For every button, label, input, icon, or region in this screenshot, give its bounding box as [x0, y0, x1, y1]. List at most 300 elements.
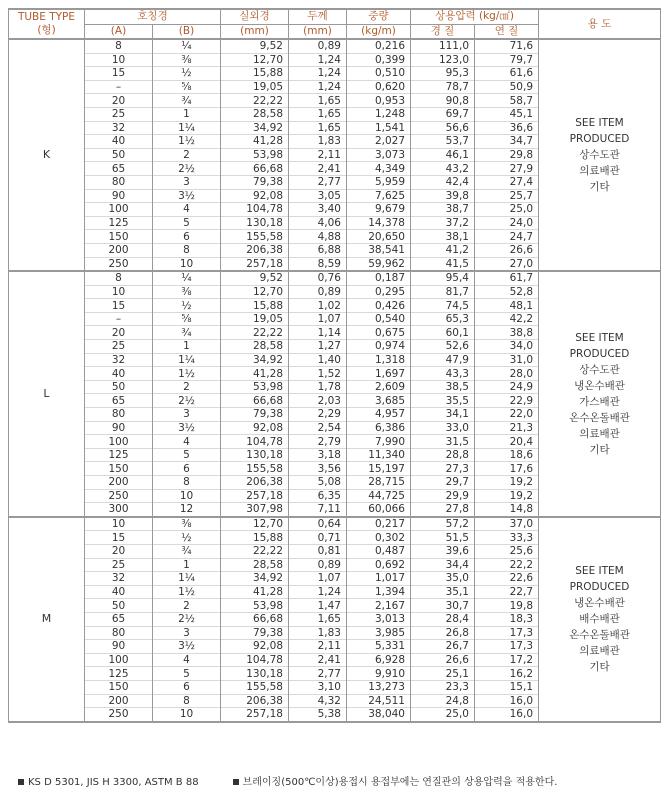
cell-weight: 13,273	[347, 680, 411, 694]
cell-size-a: 25	[85, 558, 153, 572]
cell-pressure-soft: 19,8	[475, 599, 539, 613]
cell-size-b: ⅜	[153, 53, 221, 67]
cell-weight: 11,340	[347, 448, 411, 462]
cell-size-a: 150	[85, 230, 153, 244]
cell-size-a: 15	[85, 67, 153, 81]
usage-line: 냉온수배관	[574, 597, 625, 610]
cell-weight: 1,541	[347, 121, 411, 135]
header-pressure: 상용압력 (kg/㎠)	[411, 9, 539, 24]
cell-size-b: ¾	[153, 326, 221, 340]
cell-size-b: ⅜	[153, 517, 221, 531]
header-tube-type: TUBE TYPE (형)	[9, 9, 85, 39]
cell-pressure-soft: 15,1	[475, 680, 539, 694]
cell-thickness: 1,24	[289, 585, 347, 599]
cell-outer-dia: 22,22	[221, 326, 289, 340]
cell-thickness: 0,89	[289, 558, 347, 572]
usage-line: 온수온돌배관	[569, 629, 630, 642]
cell-pressure-soft: 19,2	[475, 489, 539, 503]
cell-thickness: 6,35	[289, 489, 347, 503]
cell-pressure-hard: 28,4	[411, 612, 475, 626]
cell-pressure-soft: 17,3	[475, 640, 539, 654]
cell-pressure-soft: 22,0	[475, 408, 539, 422]
cell-size-b: ½	[153, 67, 221, 81]
cell-size-b: 1	[153, 558, 221, 572]
cell-outer-dia: 22,22	[221, 94, 289, 108]
header-thickness: 두께	[289, 9, 347, 24]
cell-thickness: 2,41	[289, 162, 347, 176]
cell-size-b: ⅜	[153, 285, 221, 299]
cell-size-a: 32	[85, 353, 153, 367]
cell-weight: 3,685	[347, 394, 411, 408]
cell-outer-dia: 206,38	[221, 694, 289, 708]
cell-thickness: 1,14	[289, 326, 347, 340]
footer-note: 브레이징(500℃이상)용접시 용접부에는 연질관의 상용압력을 적용한다.	[242, 777, 558, 788]
cell-outer-dia: 79,38	[221, 408, 289, 422]
cell-pressure-soft: 20,4	[475, 435, 539, 449]
cell-weight: 9,910	[347, 667, 411, 681]
bullet-icon	[18, 779, 24, 785]
cell-size-a: 20	[85, 326, 153, 340]
cell-thickness: 0,81	[289, 544, 347, 558]
cell-pressure-hard: 90,8	[411, 94, 475, 108]
cell-size-b: 8	[153, 476, 221, 490]
cell-size-b: 3½	[153, 640, 221, 654]
cell-thickness: 2,77	[289, 667, 347, 681]
cell-pressure-soft: 14,8	[475, 503, 539, 517]
cell-pressure-hard: 53,7	[411, 135, 475, 149]
cell-pressure-hard: 78,7	[411, 80, 475, 94]
usage-line: SEE ITEM	[575, 117, 624, 130]
footer-notes	[18, 773, 557, 788]
cell-thickness: 0,76	[289, 271, 347, 285]
cell-size-b: 5	[153, 667, 221, 681]
cell-pressure-soft: 25,0	[475, 203, 539, 217]
cell-pressure-hard: 27,8	[411, 503, 475, 517]
usage-line: 기타	[589, 661, 610, 674]
cell-outer-dia: 66,68	[221, 394, 289, 408]
cell-thickness: 2,41	[289, 653, 347, 667]
cell-weight: 4,349	[347, 162, 411, 176]
cell-pressure-hard: 34,1	[411, 408, 475, 422]
cell-weight: 0,217	[347, 517, 411, 531]
cell-outer-dia: 206,38	[221, 243, 289, 257]
cell-thickness: 1,83	[289, 135, 347, 149]
cell-weight: 0,187	[347, 271, 411, 285]
cell-pressure-hard: 35,5	[411, 394, 475, 408]
usage-line: PRODUCED	[569, 347, 630, 360]
cell-weight: 20,650	[347, 230, 411, 244]
cell-size-b: 2½	[153, 612, 221, 626]
cell-thickness: 1,02	[289, 299, 347, 313]
cell-weight: 0,510	[347, 67, 411, 81]
cell-pressure-soft: 38,8	[475, 326, 539, 340]
cell-size-b: 1½	[153, 585, 221, 599]
cell-size-a: 50	[85, 148, 153, 162]
cell-size-b: 2	[153, 148, 221, 162]
cell-size-b: 5	[153, 216, 221, 230]
cell-pressure-hard: 28,8	[411, 448, 475, 462]
cell-pressure-hard: 34,4	[411, 558, 475, 572]
cell-pressure-hard: 74,5	[411, 299, 475, 313]
cell-size-b: ¼	[153, 39, 221, 53]
cell-size-a: 10	[85, 285, 153, 299]
cell-weight: 1,318	[347, 353, 411, 367]
cell-outer-dia: 9,52	[221, 39, 289, 53]
cell-outer-dia: 155,58	[221, 230, 289, 244]
cell-pressure-soft: 28,0	[475, 367, 539, 381]
header-outer-dia: 실외경	[221, 9, 289, 24]
cell-pressure-soft: 27,4	[475, 175, 539, 189]
cell-size-b: ½	[153, 299, 221, 313]
cell-pressure-soft: 61,7	[475, 271, 539, 285]
cell-outer-dia: 92,08	[221, 640, 289, 654]
cell-size-a: 65	[85, 612, 153, 626]
cell-outer-dia: 92,08	[221, 421, 289, 435]
cell-pressure-hard: 26,6	[411, 653, 475, 667]
cell-weight: 0,295	[347, 285, 411, 299]
cell-thickness: 2,29	[289, 408, 347, 422]
cell-weight: 5,959	[347, 175, 411, 189]
cell-weight: 38,040	[347, 708, 411, 722]
cell-thickness: 3,40	[289, 203, 347, 217]
cell-thickness: 1,65	[289, 107, 347, 121]
cell-size-b: 1¼	[153, 121, 221, 135]
cell-size-a: 20	[85, 544, 153, 558]
cell-pressure-soft: 17,3	[475, 626, 539, 640]
cell-size-a: 80	[85, 626, 153, 640]
cell-size-a: 40	[85, 585, 153, 599]
spec-table-container	[8, 8, 660, 723]
cell-size-a: 125	[85, 216, 153, 230]
cell-weight: 0,399	[347, 53, 411, 67]
cell-size-a: 200	[85, 243, 153, 257]
cell-weight: 1,697	[347, 367, 411, 381]
cell-weight: 1,248	[347, 107, 411, 121]
cell-size-b: ¾	[153, 94, 221, 108]
cell-outer-dia: 130,18	[221, 667, 289, 681]
cell-thickness: 4,32	[289, 694, 347, 708]
cell-size-a: 125	[85, 667, 153, 681]
cell-size-b: 3½	[153, 189, 221, 203]
cell-size-b: 1¼	[153, 572, 221, 586]
cell-outer-dia: 257,18	[221, 489, 289, 503]
cell-weight: 59,962	[347, 257, 411, 271]
cell-size-a: 10	[85, 53, 153, 67]
header-nominal-b: (B)	[153, 24, 221, 39]
cell-weight: 0,974	[347, 340, 411, 354]
cell-thickness: 3,56	[289, 462, 347, 476]
cell-outer-dia: 22,22	[221, 544, 289, 558]
cell-size-b: 3½	[153, 421, 221, 435]
cell-outer-dia: 53,98	[221, 599, 289, 613]
cell-thickness: 0,64	[289, 517, 347, 531]
cell-weight: 1,017	[347, 572, 411, 586]
cell-pressure-soft: 25,6	[475, 544, 539, 558]
cell-pressure-soft: 27,9	[475, 162, 539, 176]
cell-pressure-hard: 27,3	[411, 462, 475, 476]
header-nominal: 호칭경	[85, 9, 221, 24]
cell-thickness: 1,24	[289, 80, 347, 94]
cell-pressure-soft: 52,8	[475, 285, 539, 299]
cell-pressure-hard: 26,7	[411, 640, 475, 654]
bullet-icon	[233, 779, 239, 785]
cell-outer-dia: 28,58	[221, 558, 289, 572]
cell-thickness: 2,11	[289, 640, 347, 654]
cell-size-a: 65	[85, 162, 153, 176]
table-body	[9, 39, 661, 722]
cell-size-a: 250	[85, 708, 153, 722]
cell-weight: 0,620	[347, 80, 411, 94]
cell-outer-dia: 34,92	[221, 572, 289, 586]
cell-weight: 3,013	[347, 612, 411, 626]
cell-weight: 6,386	[347, 421, 411, 435]
cell-thickness: 3,10	[289, 680, 347, 694]
cell-weight: 28,715	[347, 476, 411, 490]
table-row	[9, 39, 661, 53]
usage-cell	[539, 271, 661, 517]
usage-line: SEE ITEM	[575, 565, 624, 578]
cell-size-b: 3	[153, 626, 221, 640]
cell-size-b: 2	[153, 599, 221, 613]
cell-size-a: 50	[85, 380, 153, 394]
cell-pressure-soft: 27,0	[475, 257, 539, 271]
cell-outer-dia: 15,88	[221, 531, 289, 545]
cell-pressure-hard: 43,3	[411, 367, 475, 381]
cell-size-a: 100	[85, 435, 153, 449]
usage-line: 의료배관	[579, 427, 620, 440]
cell-outer-dia: 155,58	[221, 462, 289, 476]
cell-size-a: 80	[85, 175, 153, 189]
cell-thickness: 0,89	[289, 285, 347, 299]
cell-pressure-hard: 25,1	[411, 667, 475, 681]
cell-size-b: 3	[153, 408, 221, 422]
cell-size-a: 250	[85, 257, 153, 271]
header-nominal-a: (A)	[85, 24, 153, 39]
cell-thickness: 6,88	[289, 243, 347, 257]
cell-thickness: 5,38	[289, 708, 347, 722]
cell-pressure-hard: 31,5	[411, 435, 475, 449]
cell-outer-dia: 12,70	[221, 517, 289, 531]
cell-pressure-hard: 23,3	[411, 680, 475, 694]
cell-thickness: 8,59	[289, 257, 347, 271]
usage-line: 의료배관	[579, 645, 620, 658]
copper-tube-spec-table	[8, 8, 661, 723]
usage-line: 기타	[589, 181, 610, 194]
cell-pressure-hard: 51,5	[411, 531, 475, 545]
cell-pressure-soft: 61,6	[475, 67, 539, 81]
cell-size-a: 15	[85, 531, 153, 545]
cell-size-a: 65	[85, 394, 153, 408]
cell-outer-dia: 34,92	[221, 121, 289, 135]
cell-pressure-soft: 26,6	[475, 243, 539, 257]
cell-size-b: 6	[153, 680, 221, 694]
usage-line: 상수도관	[579, 149, 620, 162]
cell-pressure-hard: 37,2	[411, 216, 475, 230]
cell-size-a: 8	[85, 39, 153, 53]
usage-line: PRODUCED	[569, 581, 630, 594]
cell-pressure-soft: 33,3	[475, 531, 539, 545]
cell-weight: 60,066	[347, 503, 411, 517]
cell-size-a: 40	[85, 367, 153, 381]
cell-pressure-soft: 22,6	[475, 572, 539, 586]
cell-outer-dia: 19,05	[221, 312, 289, 326]
cell-size-b: 4	[153, 653, 221, 667]
cell-thickness: 7,11	[289, 503, 347, 517]
cell-thickness: 4,06	[289, 216, 347, 230]
cell-thickness: 2,77	[289, 175, 347, 189]
cell-size-a: 300	[85, 503, 153, 517]
cell-size-a: 100	[85, 653, 153, 667]
header-soft: 연 질	[475, 24, 539, 39]
cell-pressure-hard: 39,6	[411, 544, 475, 558]
cell-pressure-soft: 18,3	[475, 612, 539, 626]
cell-pressure-soft: 58,7	[475, 94, 539, 108]
cell-weight: 14,378	[347, 216, 411, 230]
cell-size-a: –	[85, 312, 153, 326]
cell-pressure-hard: 30,7	[411, 599, 475, 613]
cell-outer-dia: 104,78	[221, 653, 289, 667]
cell-weight: 4,957	[347, 408, 411, 422]
cell-weight: 3,985	[347, 626, 411, 640]
usage-cell	[539, 517, 661, 722]
cell-pressure-hard: 69,7	[411, 107, 475, 121]
cell-weight: 9,679	[347, 203, 411, 217]
cell-pressure-soft: 18,6	[475, 448, 539, 462]
cell-outer-dia: 53,98	[221, 380, 289, 394]
cell-size-b: 2½	[153, 394, 221, 408]
table-row	[9, 271, 661, 285]
cell-pressure-soft: 16,0	[475, 708, 539, 722]
cell-outer-dia: 155,58	[221, 680, 289, 694]
cell-weight: 15,197	[347, 462, 411, 476]
cell-weight: 0,426	[347, 299, 411, 313]
cell-weight: 5,331	[347, 640, 411, 654]
cell-pressure-soft: 48,1	[475, 299, 539, 313]
cell-pressure-soft: 24,9	[475, 380, 539, 394]
cell-thickness: 0,71	[289, 531, 347, 545]
cell-pressure-soft: 50,9	[475, 80, 539, 94]
cell-pressure-hard: 65,3	[411, 312, 475, 326]
cell-pressure-hard: 25,0	[411, 708, 475, 722]
cell-size-b: 2	[153, 380, 221, 394]
cell-size-b: 5	[153, 448, 221, 462]
cell-size-a: 10	[85, 517, 153, 531]
cell-size-b: ¾	[153, 544, 221, 558]
cell-size-b: ½	[153, 531, 221, 545]
cell-size-b: 12	[153, 503, 221, 517]
cell-thickness: 4,88	[289, 230, 347, 244]
cell-pressure-soft: 17,2	[475, 653, 539, 667]
cell-size-b: 6	[153, 462, 221, 476]
cell-pressure-soft: 36,6	[475, 121, 539, 135]
cell-size-a: 150	[85, 680, 153, 694]
cell-weight: 0,302	[347, 531, 411, 545]
cell-pressure-hard: 60,1	[411, 326, 475, 340]
cell-weight: 7,990	[347, 435, 411, 449]
cell-pressure-hard: 35,0	[411, 572, 475, 586]
cell-thickness: 1,78	[289, 380, 347, 394]
cell-weight: 38,541	[347, 243, 411, 257]
header-weight: 중량	[347, 9, 411, 24]
cell-thickness: 1,47	[289, 599, 347, 613]
cell-pressure-hard: 26,8	[411, 626, 475, 640]
cell-outer-dia: 79,38	[221, 175, 289, 189]
cell-thickness: 1,65	[289, 94, 347, 108]
cell-size-b: 1¼	[153, 353, 221, 367]
cell-weight: 44,725	[347, 489, 411, 503]
cell-pressure-hard: 39,8	[411, 189, 475, 203]
cell-size-a: 8	[85, 271, 153, 285]
cell-outer-dia: 130,18	[221, 216, 289, 230]
cell-thickness: 1,27	[289, 340, 347, 354]
tube-type-cell: K	[9, 39, 85, 271]
cell-size-a: 32	[85, 572, 153, 586]
cell-size-a: 100	[85, 203, 153, 217]
cell-pressure-soft: 34,0	[475, 340, 539, 354]
cell-size-a: 200	[85, 476, 153, 490]
cell-size-b: 3	[153, 175, 221, 189]
footer-standards: KS D 5301, JIS H 3300, ASTM B 88	[28, 777, 199, 788]
cell-pressure-soft: 25,7	[475, 189, 539, 203]
header-usage: 용 도	[539, 9, 661, 39]
cell-thickness: 1,65	[289, 612, 347, 626]
cell-pressure-hard: 38,7	[411, 203, 475, 217]
cell-size-a: 25	[85, 340, 153, 354]
cell-size-a: 90	[85, 640, 153, 654]
usage-cell	[539, 39, 661, 271]
cell-size-b: 1	[153, 107, 221, 121]
cell-outer-dia: 66,68	[221, 162, 289, 176]
cell-pressure-hard: 43,2	[411, 162, 475, 176]
cell-thickness: 1,52	[289, 367, 347, 381]
cell-size-a: 15	[85, 299, 153, 313]
cell-outer-dia: 104,78	[221, 435, 289, 449]
cell-pressure-hard: 47,9	[411, 353, 475, 367]
cell-outer-dia: 15,88	[221, 299, 289, 313]
cell-pressure-hard: 41,5	[411, 257, 475, 271]
cell-pressure-hard: 29,7	[411, 476, 475, 490]
cell-weight: 0,692	[347, 558, 411, 572]
cell-size-a: 125	[85, 448, 153, 462]
cell-pressure-hard: 42,4	[411, 175, 475, 189]
cell-pressure-hard: 29,9	[411, 489, 475, 503]
cell-pressure-hard: 52,6	[411, 340, 475, 354]
cell-thickness: 1,40	[289, 353, 347, 367]
cell-thickness: 1,07	[289, 572, 347, 586]
cell-pressure-soft: 42,2	[475, 312, 539, 326]
cell-pressure-soft: 45,1	[475, 107, 539, 121]
cell-pressure-hard: 56,6	[411, 121, 475, 135]
cell-outer-dia: 41,28	[221, 135, 289, 149]
cell-size-b: 2½	[153, 162, 221, 176]
cell-outer-dia: 41,28	[221, 367, 289, 381]
cell-outer-dia: 19,05	[221, 80, 289, 94]
header-thickness-unit: (mm)	[289, 24, 347, 39]
cell-thickness: 2,54	[289, 421, 347, 435]
cell-weight: 0,540	[347, 312, 411, 326]
cell-pressure-hard: 57,2	[411, 517, 475, 531]
cell-size-a: –	[85, 80, 153, 94]
cell-pressure-soft: 22,7	[475, 585, 539, 599]
cell-outer-dia: 9,52	[221, 271, 289, 285]
usage-line: 상수도관	[579, 363, 620, 376]
cell-pressure-hard: 41,2	[411, 243, 475, 257]
usage-line: SEE ITEM	[575, 331, 624, 344]
cell-thickness: 1,24	[289, 67, 347, 81]
cell-size-b: 1	[153, 340, 221, 354]
cell-pressure-soft: 16,2	[475, 667, 539, 681]
cell-size-a: 150	[85, 462, 153, 476]
